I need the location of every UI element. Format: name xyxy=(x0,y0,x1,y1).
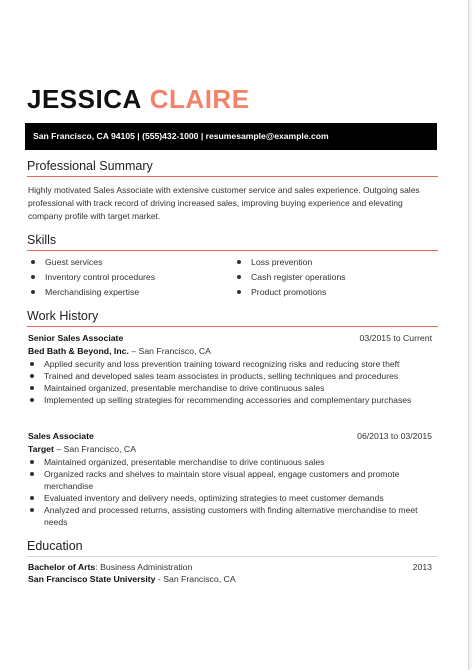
skill-label: Guest services xyxy=(45,257,103,267)
bullet-icon xyxy=(237,275,241,279)
bullet-icon xyxy=(237,290,241,294)
duty-item xyxy=(30,382,440,394)
bullet-icon xyxy=(30,362,34,366)
duty-item xyxy=(30,370,440,382)
bullet-icon xyxy=(30,508,34,512)
summary-text: Highly motivated Sales Associate with extensive customer service and sales experience. Outgoing sales professional with track record of driving increased sales, improving buying experience and elevating company profile with target market. xyxy=(28,185,420,221)
job-dates: 06/2013 to 03/2015 xyxy=(357,431,432,441)
bullet-icon xyxy=(30,496,34,500)
company-name: Target xyxy=(28,444,54,454)
duty-text: Implemented up selling strategies for recommending accessories and complementary purchases xyxy=(44,395,412,405)
skill-label: Inventory control procedures xyxy=(45,272,156,282)
skill-item xyxy=(237,270,346,285)
skill-item xyxy=(237,255,346,270)
duty-item xyxy=(30,358,440,370)
skill-item xyxy=(237,285,346,300)
job-title: Sales Associate xyxy=(28,431,94,441)
degree-name: Bachelor of Arts xyxy=(28,562,96,572)
skill-item xyxy=(31,255,155,270)
duty-item xyxy=(30,504,440,528)
job-title: Senior Sales Associate xyxy=(28,333,124,343)
duty-item xyxy=(30,456,440,468)
contact-bar: San Francisco, CA 94105 | (555)432-1000 | resumesample@example.com xyxy=(25,123,437,150)
skill-label: Product promotions xyxy=(251,287,327,297)
last-name: CLAIRE xyxy=(149,84,250,114)
duty-item xyxy=(30,492,440,504)
company-location: – San Francisco, CA xyxy=(128,346,211,356)
candidate-name xyxy=(27,84,250,114)
duty-text: Applied security and loss prevention training toward recognizing risks and reducing store theft xyxy=(44,359,400,369)
work-heading: Work History xyxy=(27,309,99,323)
school-name: San Francisco State University xyxy=(28,574,156,584)
school-location: - San Francisco, CA xyxy=(155,574,236,584)
duty-item xyxy=(30,468,440,492)
duty-item xyxy=(30,394,440,406)
skills-list-right xyxy=(237,255,346,300)
education-school xyxy=(28,573,236,585)
duty-text: Evaluated inventory and delivery needs, optimizing strategies to meet customer demands xyxy=(44,493,384,503)
bullet-icon xyxy=(31,260,35,264)
bullet-icon xyxy=(30,374,34,378)
company-location: – San Francisco, CA xyxy=(53,444,136,454)
skill-item xyxy=(31,270,155,285)
skills-list-left xyxy=(31,255,155,300)
bullet-icon xyxy=(30,472,34,476)
job-duties xyxy=(30,358,440,406)
degree-field: : Business Administration xyxy=(95,562,193,572)
summary-divider xyxy=(27,176,438,177)
duty-text: Maintained organized, presentable merchandise to drive continuous sales xyxy=(44,457,325,467)
education-divider xyxy=(27,556,438,557)
education-degree xyxy=(28,561,192,573)
education-year: 2013 xyxy=(412,562,432,572)
duty-text: Maintained organized, presentable merchandise to drive continuous sales xyxy=(44,383,325,393)
skill-label: Merchandising expertise xyxy=(45,287,140,297)
skill-label: Loss prevention xyxy=(251,257,313,267)
job-company xyxy=(28,345,211,357)
duty-text: Analyzed and processed returns, assisting customers with finding alternative merchandise to meet needs xyxy=(44,505,418,527)
skill-item xyxy=(31,285,155,300)
summary-heading: Professional Summary xyxy=(27,159,153,173)
bullet-icon xyxy=(31,290,35,294)
bullet-icon xyxy=(237,260,241,264)
work-divider xyxy=(27,326,438,327)
duty-text: Trained and developed sales team associates in products, selling techniques and procedures xyxy=(44,371,399,381)
bullet-icon xyxy=(30,460,34,464)
job-dates: 03/2015 to Current xyxy=(359,333,432,343)
job-duties xyxy=(30,456,440,528)
skills-divider xyxy=(27,250,438,251)
education-heading: Education xyxy=(27,539,83,553)
job-company xyxy=(28,443,136,455)
bullet-icon xyxy=(30,398,34,402)
skill-label: Cash register operations xyxy=(251,272,346,282)
company-name: Bed Bath & Beyond, Inc. xyxy=(28,346,129,356)
bullet-icon xyxy=(31,275,35,279)
skills-heading: Skills xyxy=(27,233,57,247)
duty-text: Organized racks and shelves to maintain store visual appeal, engage customers and promote merchandise xyxy=(44,469,400,491)
bullet-icon xyxy=(30,386,34,390)
first-name: JESSICA xyxy=(27,84,142,114)
